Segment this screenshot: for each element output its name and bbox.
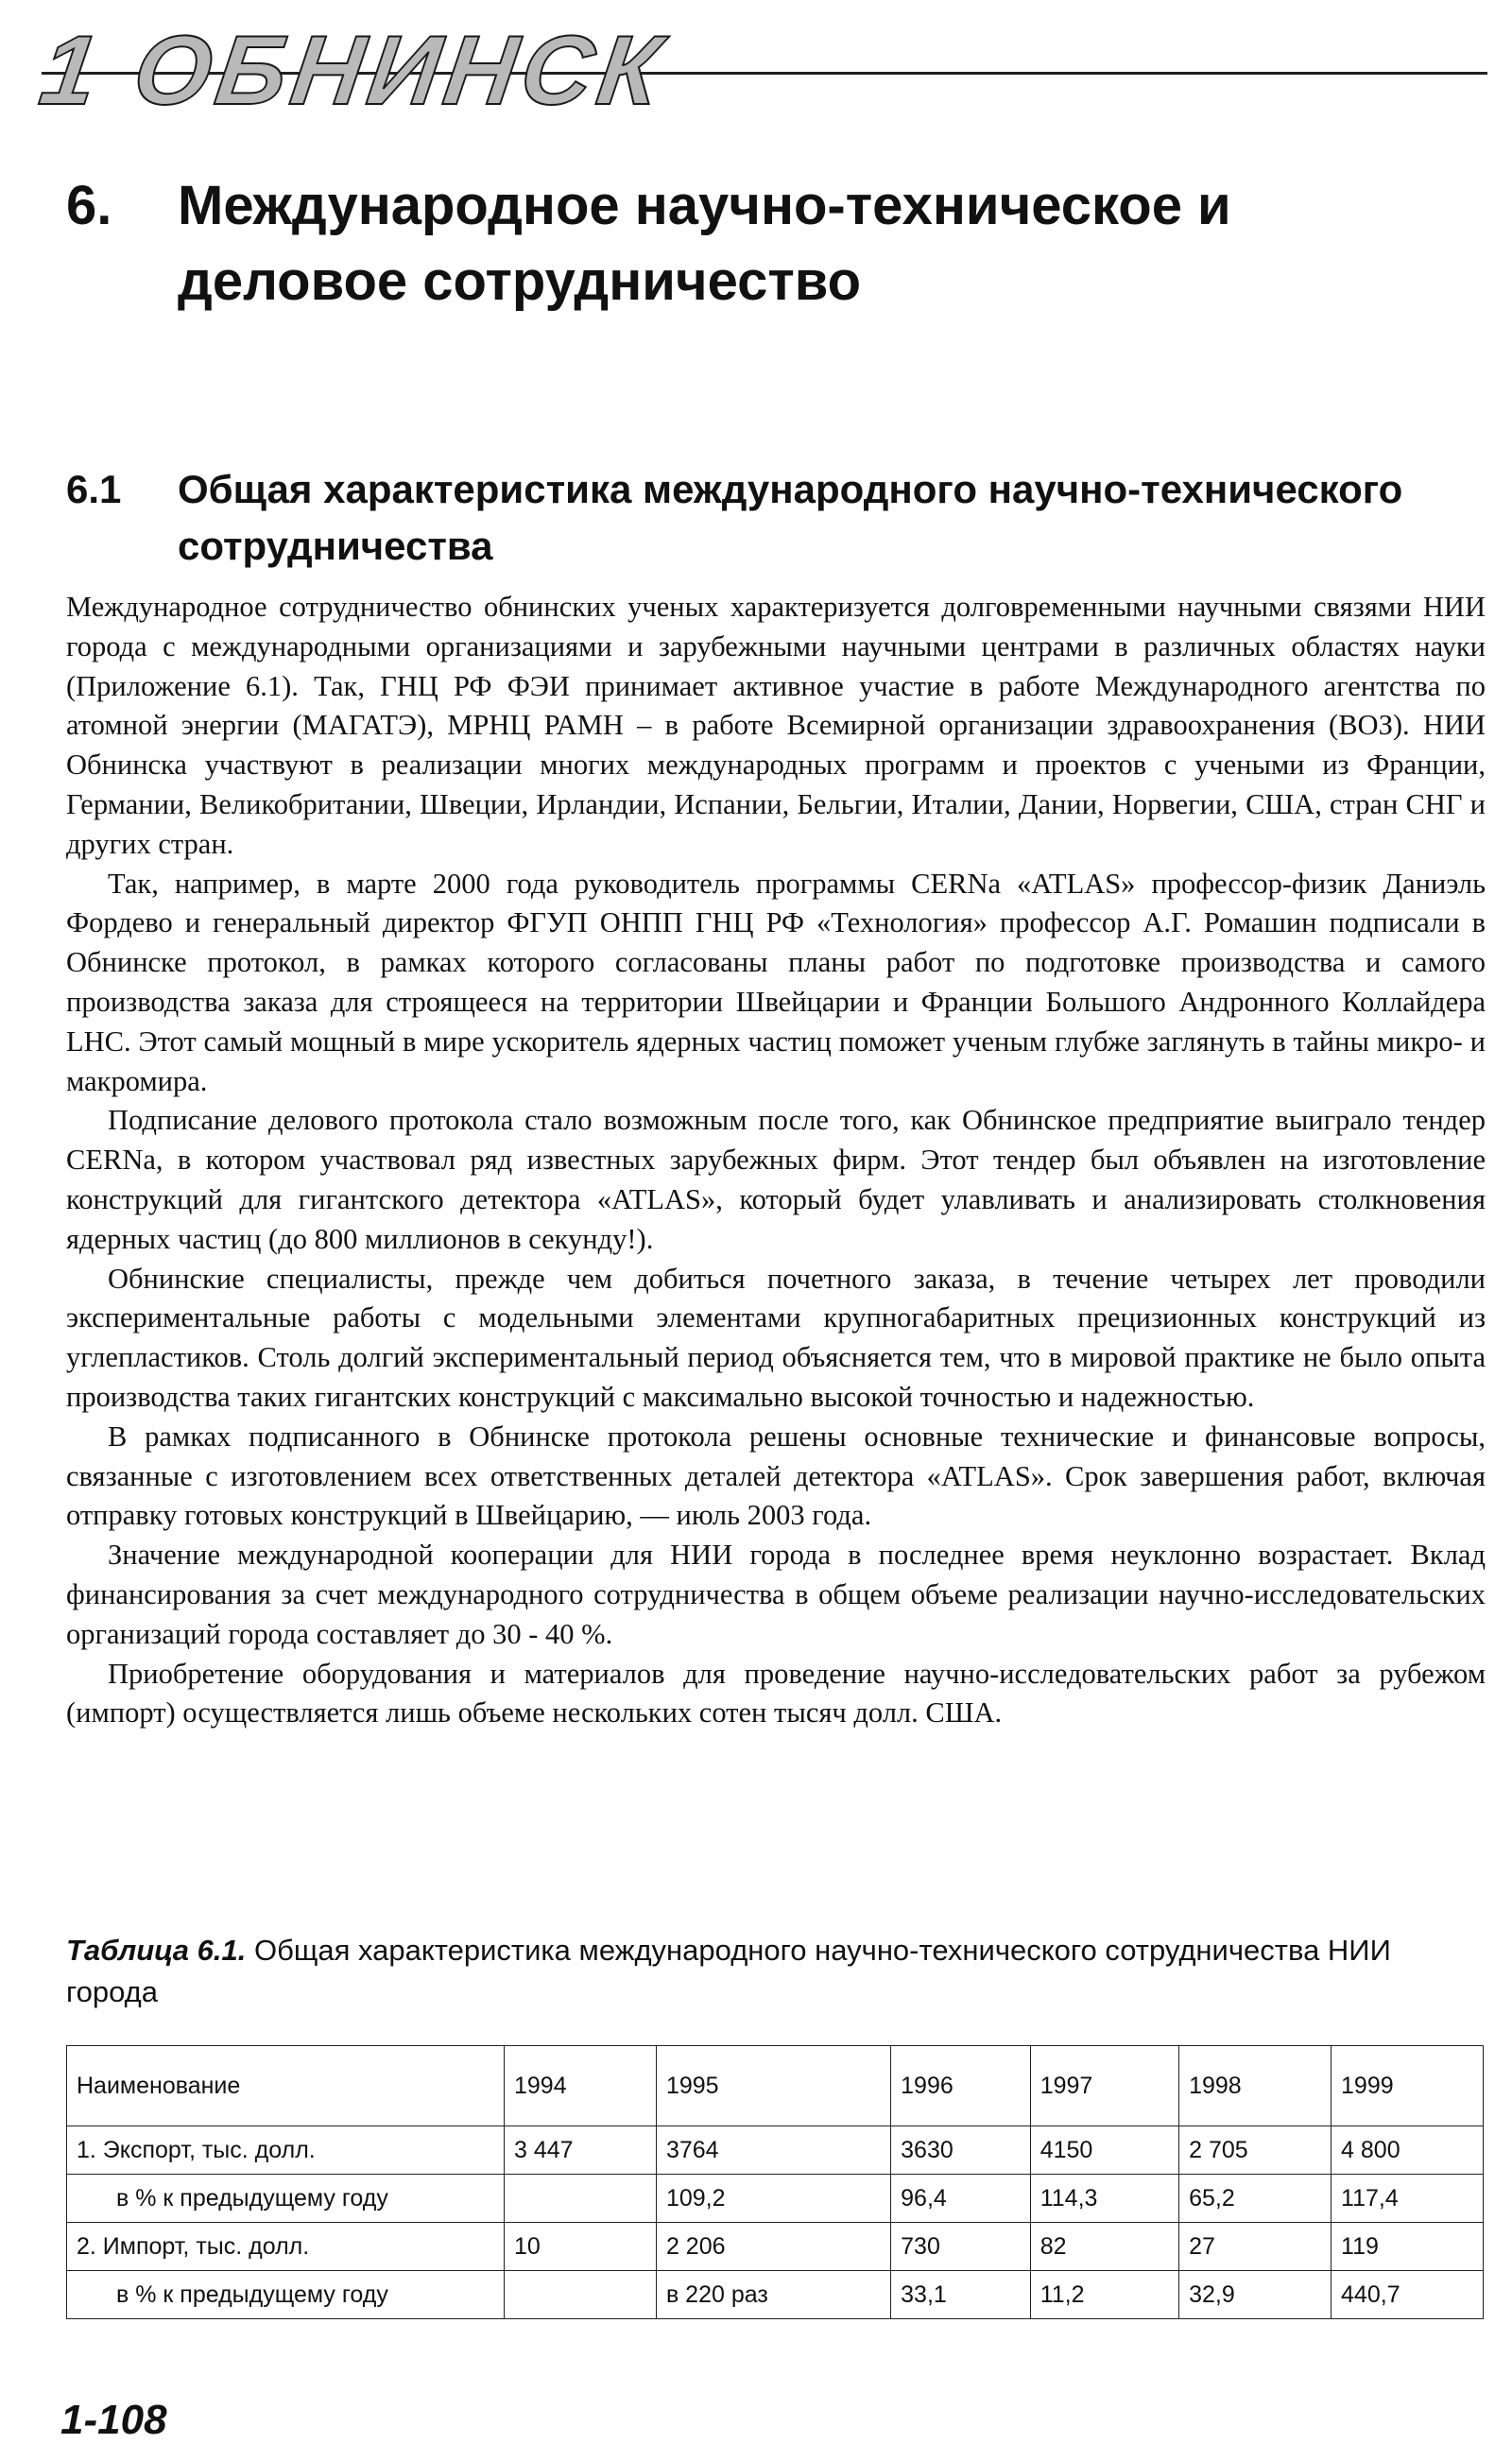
paragraph-1: Международное сотрудничество обнинских ученых характеризуется долговременными научными связями НИИ города с международными организациями и зарубежными научными центрами в различных областях науки (Приложение 6.1). Так, ГНЦ РФ ФЭИ принимает активное участие в работе Международного агентства по атомной энергии (МАГАТЭ), МРНЦ РАМН – в работе Всемирной организации здравоохранения (ВОЗ). НИИ Обнинска участвуют в реализации многих международных программ и проектов с учеными из Франции, Германии, Великобритании, Швеции, Ирландии, Испании, Бельгии, Италии, Дании, Норвегии, США, стран СНГ и других стран. [66, 591, 1486, 860]
body-text [66, 588, 1486, 1733]
table-cell: 117,4 [1332, 2175, 1484, 2223]
section-title-line1: Общая характеристика международного научно-технического [178, 467, 1403, 511]
paragraph-6: Значение международной кооперации для НИИ города в последнее время неуклонно возрастает. Вклад финансирования за счет международного сотрудничества в общем объеме реализации научно-исследовательских организаций города составляет до 30 - 40 %. [66, 1539, 1486, 1650]
table-header-cell: 1999 [1332, 2046, 1484, 2126]
table-cell: 4 800 [1332, 2126, 1484, 2175]
section-title-line2: сотрудничества [178, 524, 493, 568]
page-number: 1-108 [60, 2397, 167, 2443]
table-header-cell: 1996 [891, 2046, 1031, 2126]
table-header-cell: 1995 [656, 2046, 890, 2126]
table-cell [505, 2271, 657, 2319]
table-cell: 33,1 [891, 2271, 1031, 2319]
table-header-cell: 1994 [505, 2046, 657, 2126]
table-cell: 96,4 [891, 2175, 1031, 2223]
table-header-row [67, 2046, 1484, 2126]
table-cell: 82 [1030, 2223, 1178, 2271]
paragraph-2: Так, например, в марте 2000 года руководитель программы CERNa «ATLAS» профессор-физик Даниэль Фордево и генеральный директор ФГУП ОНПП ГНЦ РФ «Технология» профессор А.Г. Ромашин подписали в Обнинске протокол, в рамках которого согласованы планы работ по подготовке производства и самого производства заказа для строящееся на территории Швейцарии и Франции Большого Андронного Коллайдера LHC. Этот самый мощный в мире ускоритель ядерных частиц поможет ученым глубже заглянуть в тайны микро- и макромира. [66, 867, 1486, 1097]
running-header [33, 16, 1487, 126]
table-cell: 3630 [891, 2126, 1031, 2175]
table-cell: 10 [505, 2223, 657, 2271]
table-cell: 114,3 [1030, 2175, 1178, 2223]
chapter-title [66, 168, 1389, 319]
header-logo: 1 ОБНИНСК [33, 16, 673, 126]
table-cell: 27 [1179, 2223, 1332, 2271]
table-cell: 65,2 [1179, 2175, 1332, 2223]
table-row [67, 2175, 1484, 2223]
paragraph-7: Приобретение оборудования и материалов для проведение научно-исследовательских работ за рубежом (импорт) осуществляется лишь объеме нескольких сотен тысяч долл. США. [66, 1657, 1486, 1730]
table-header-cell: 1998 [1179, 2046, 1332, 2126]
paragraph-3: Подписание делового протокола стало возможным после того, как Обнинское предприятие выиграло тендер CERNa, в котором участвовал ряд известных зарубежных фирм. Этот тендер был объявлен на изготовление конструкций для гигантского детектора «ATLAS», который будет улавливать и анализировать столкновения ядерных частиц (до 800 миллионов в секунду!). [66, 1104, 1486, 1255]
table-cell: 3764 [656, 2126, 890, 2175]
table-cell: 119 [1332, 2223, 1484, 2271]
table-row [67, 2126, 1484, 2175]
paragraph-5: В рамках подписанного в Обнинске протокола решены основные технические и финансовые вопросы, связанные с изготовлением всех ответственных деталей детектора «ATLAS». Срок завершения работ, включая отправку готовых конструкций в Швейцарию, — июль 2003 года. [66, 1420, 1486, 1532]
chapter-number: 6. [66, 175, 112, 236]
section-number: 6.1 [66, 467, 122, 511]
table-row [67, 2223, 1484, 2271]
table-cell: 3 447 [505, 2126, 657, 2175]
table-cell: 730 [891, 2223, 1031, 2271]
chapter-title-line1: Международное научно-техническое и [178, 175, 1231, 236]
table-cell: 109,2 [656, 2175, 890, 2223]
chapter-title-line2: деловое сотрудничество [178, 250, 862, 312]
table-cell [505, 2175, 657, 2223]
table-header-cell: Наименование [67, 2046, 505, 2126]
table-cell: 440,7 [1332, 2271, 1484, 2319]
table-cell: 1. Экспорт, тыс. долл. [67, 2126, 505, 2175]
table-cell: 2 206 [656, 2223, 890, 2271]
table-cell: 4150 [1030, 2126, 1178, 2175]
table-cell: 32,9 [1179, 2271, 1332, 2319]
section-title [66, 461, 1465, 575]
table-cell: 11,2 [1030, 2271, 1178, 2319]
data-table [66, 2045, 1484, 2319]
table-row [67, 2271, 1484, 2319]
table-header-cell: 1997 [1030, 2046, 1178, 2126]
table-cell: в 220 раз [656, 2271, 890, 2319]
table-caption [66, 1930, 1484, 2013]
table-cell: в % к предыдущему году [67, 2271, 505, 2319]
paragraph-4: Обнинские специалисты, прежде чем добиться почетного заказа, в течение четырех лет проводили экспериментальные работы с модельными элементами крупногабаритных прецизионных конструкций из углепластиков. Столь долгий экспериментальный период объясняется тем, что в мировой практике не было опыта производства таких гигантских конструкций с максимально высокой точностью и надежностью. [66, 1262, 1486, 1413]
table-caption-text: Общая характеристика международного научно-технического сотрудничества НИИ города [66, 1934, 1391, 2008]
table-caption-label: Таблица 6.1. [66, 1934, 247, 1967]
table-cell: 2. Импорт, тыс. долл. [67, 2223, 505, 2271]
table-cell: в % к предыдущему году [67, 2175, 505, 2223]
table-cell: 2 705 [1179, 2126, 1332, 2175]
